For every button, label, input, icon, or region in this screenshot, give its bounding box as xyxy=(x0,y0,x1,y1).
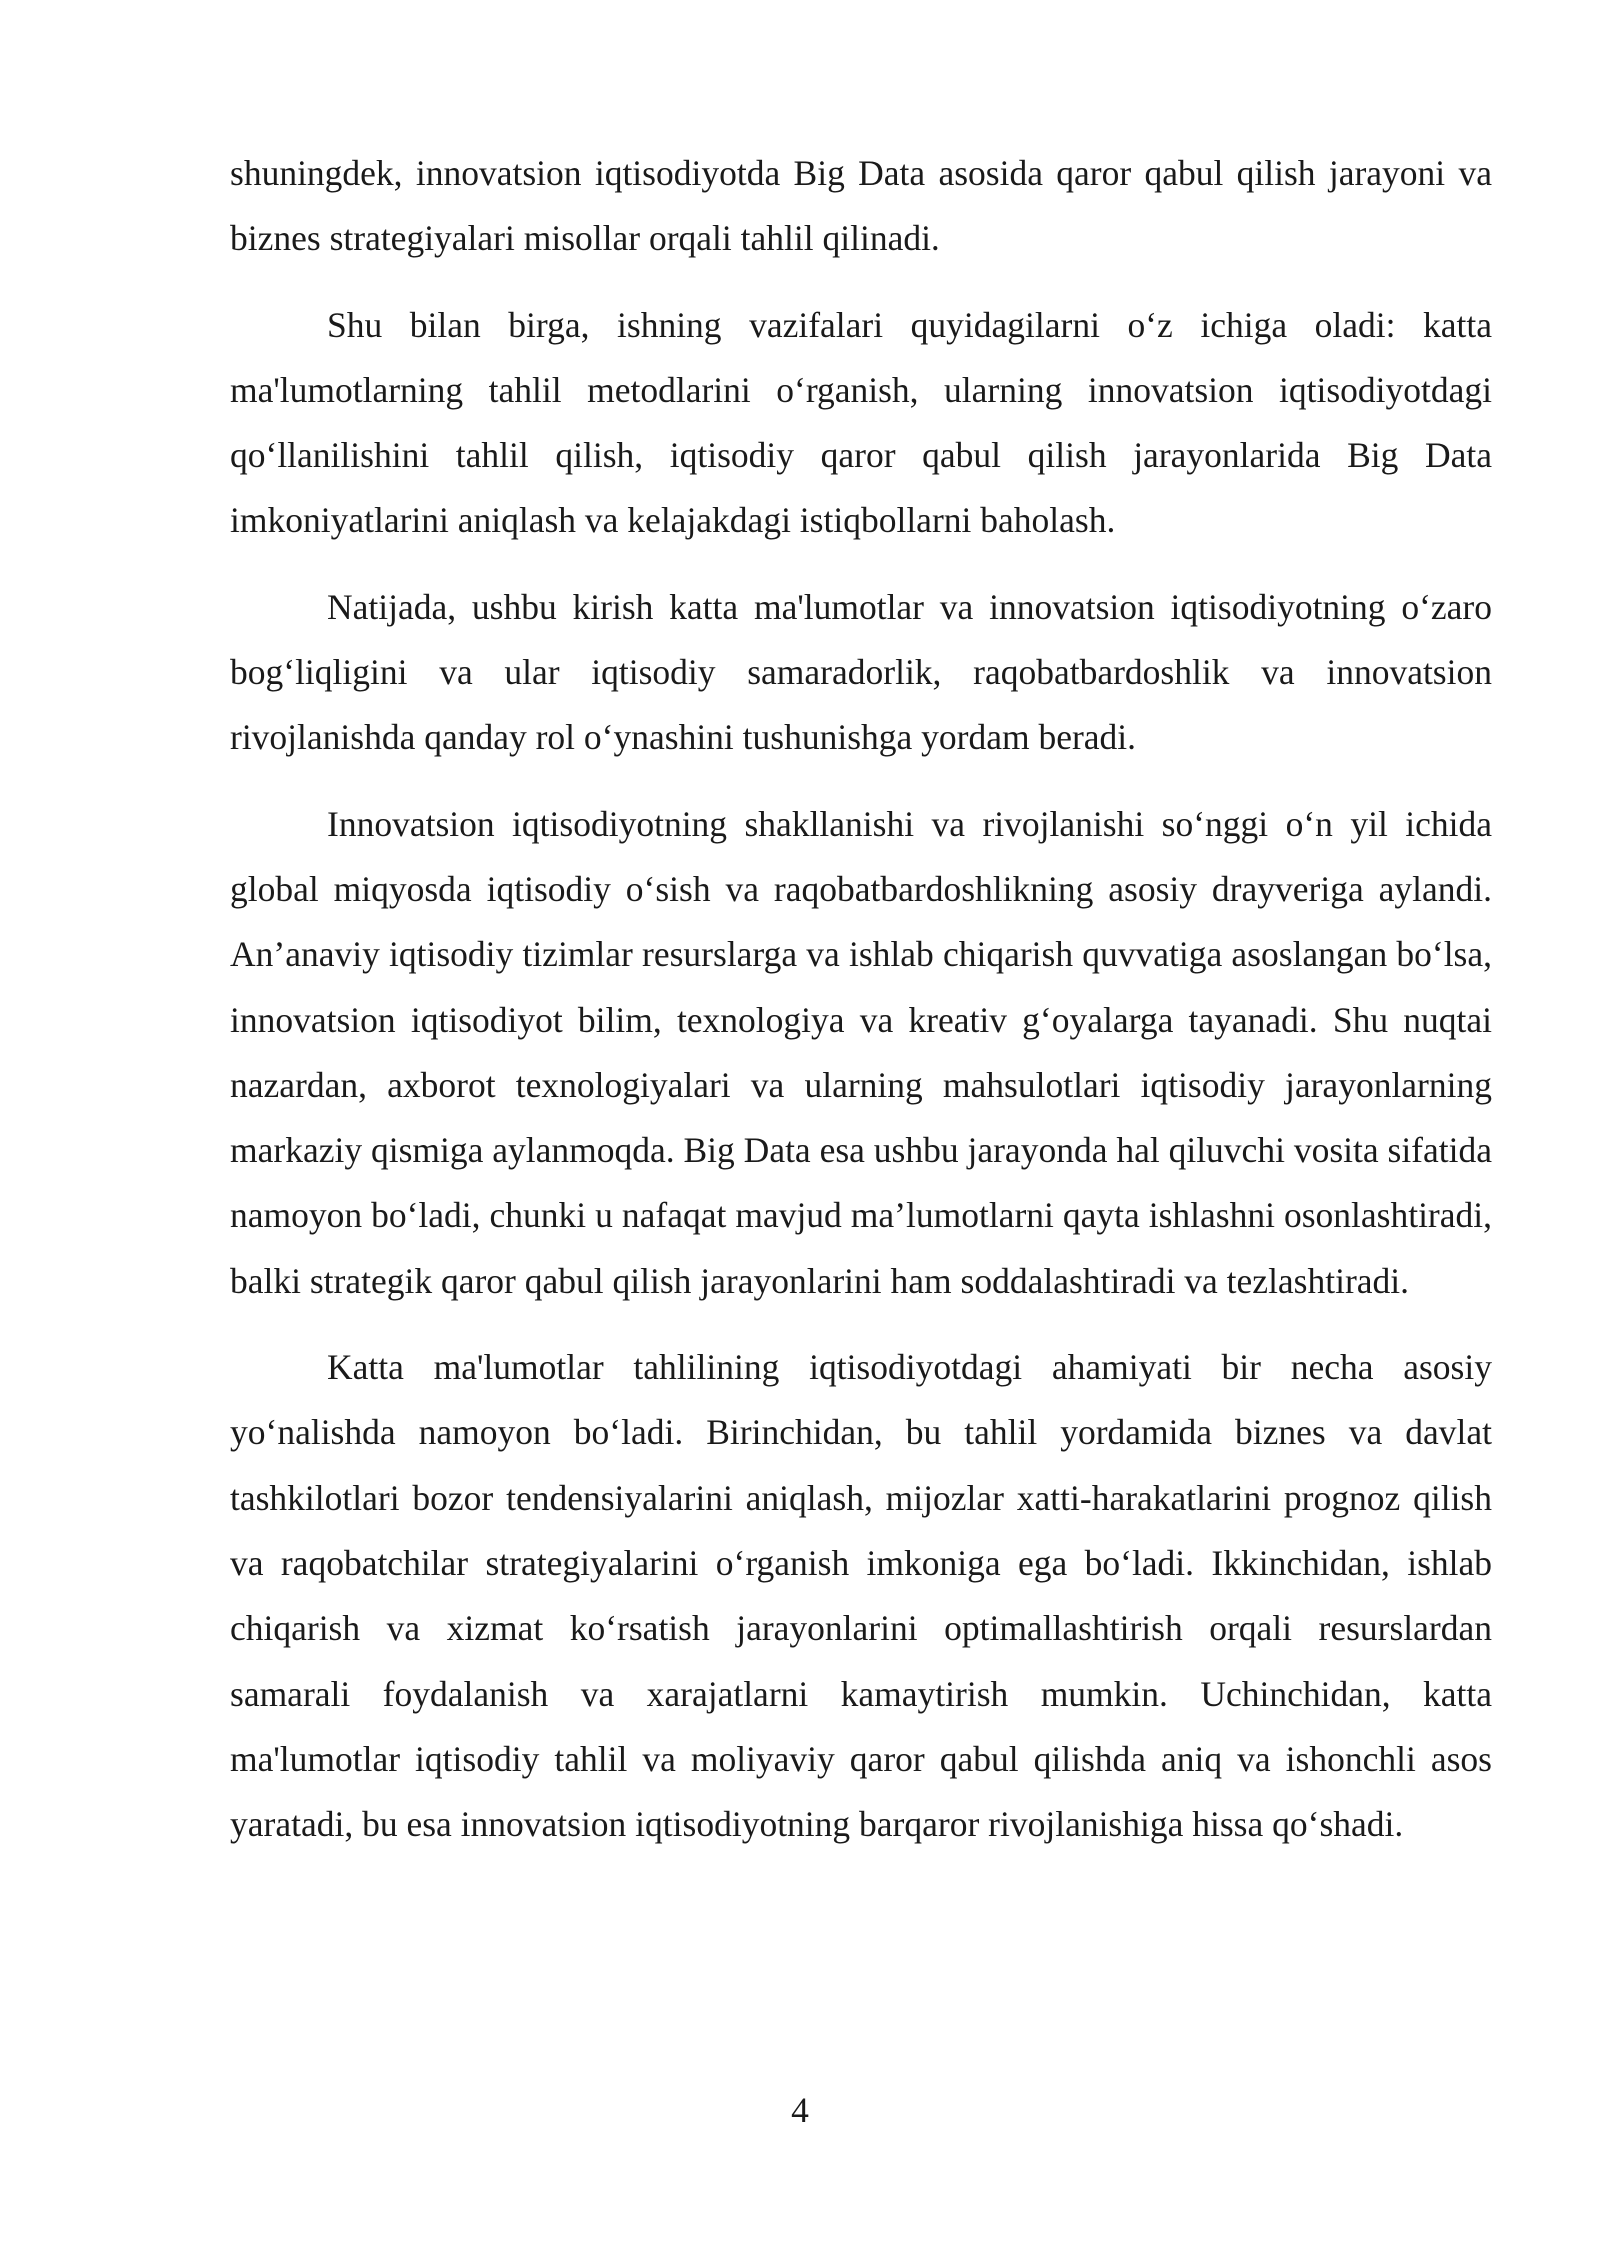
paragraph-continuation: shuningdek, innovatsion iqtisodiyotda Big Data asosida qaror qabul qilish jarayoni va biznes strategiyalari misollar orqali tahlil qilinadi. xyxy=(230,153,1492,259)
page-number: 4 xyxy=(791,2090,809,2130)
paragraph-tasks: Shu bilan birga, ishning vazifalari quyidagilarni o‘z ichiga oladi: katta ma'lumotlarning tahlil metodlarini o‘rganish, ularning innovatsion iqtisodiyotdagi qo‘llanilishini tahlil qilish, iqtisodiy qaror qabul qilish jarayonlarida Big Data imkoniyatlarini aniqlash va kelajakdagi istiqbollarni baholash. xyxy=(230,304,1492,541)
paragraph-result: Natijada, ushbu kirish katta ma'lumotlar va innovatsion iqtisodiyotning o‘zaro bog‘liqligini va ular iqtisodiy samaradorlik, raqobatbardoshlik va innovatsion rivojlanishda qanday rol o‘ynashini tushunishga yordam beradi. xyxy=(230,586,1492,758)
paragraph-big-data-importance: Katta ma'lumotlar tahlilining iqtisodiyotdagi ahamiyati bir necha asosiy yo‘nalishda namoyon bo‘ladi. Birinchidan, bu tahlil yordamida biznes va davlat tashkilotlari bozor tendensiyalarini aniqlash, mijozlar xatti-harakatlarini prognoz qilish va raqobatchilar strategiyalarini o‘rganish imkoniga ega bo‘ladi. Ikkinchidan, ishlab chiqarish va xizmat ko‘rsatish jarayonlarini optimallashtirish orqali resurslardan samarali foydalanish va xarajatlarni kamaytirish mumkin. Uchinchidan, katta ma'lumotlar iqtisodiy tahlil va moliyaviy qaror qabul qilishda aniq va ishonchli asos yaratadi, bu esa innovatsion iqtisodiyotning barqaror rivojlanishiga hissa qo‘shadi. xyxy=(230,1347,1492,1845)
paragraph-innovation-economy: Innovatsion iqtisodiyotning shakllanishi va rivojlanishi so‘nggi o‘n yil ichida global miqyosda iqtisodiy o‘sish va raqobatbardoshlikning asosiy drayveriga aylandi. An’anaviy iqtisodiy tizimlar resurslarga va ishlab chiqarish quvvatiga asoslangan bo‘lsa, innovatsion iqtisodiyot bilim, texnologiya va kreativ g‘oyalarga tayanadi. Shu nuqtai nazardan, axborot texnologiyalari va ularning mahsulotlari iqtisodiy jarayonlarning markaziy qismiga aylanmoqda. Big Data esa ushbu jarayonda hal qiluvchi vosita sifatida namoyon bo‘ladi, chunki u nafaqat mavjud ma’lumotlarni qayta ishlashni osonlashtiradi, balki strategik qaror qabul qilish jarayonlarini ham soddalashtiradi va tezlashtiradi. xyxy=(230,803,1492,1301)
body-text xyxy=(230,141,1492,1878)
